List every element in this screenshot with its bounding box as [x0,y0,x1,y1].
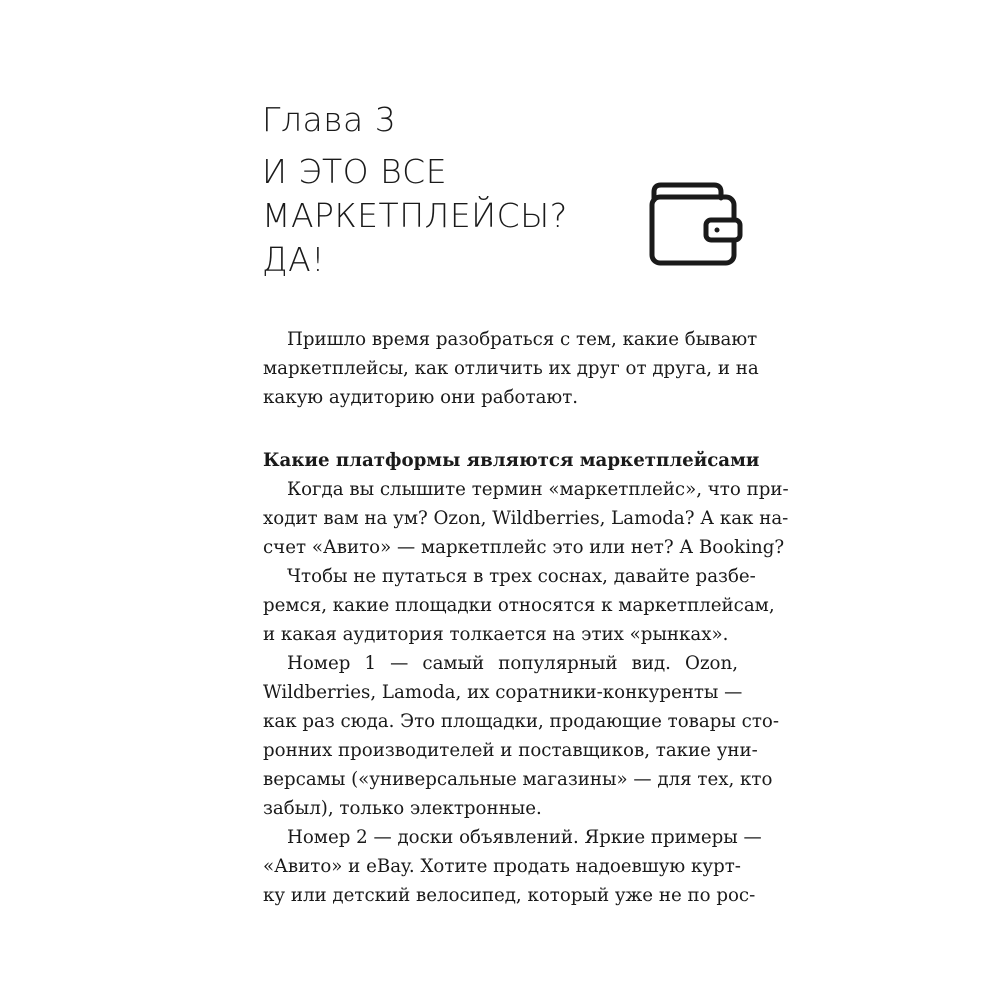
paragraph-line: ходит вам на ум? Ozon, Wildberries, Lamoda? А как на- [263,508,789,529]
paragraph-line: и какая аудитория толкается на этих «рынках». [263,624,729,645]
paragraph-line: счет «Авито» — маркетплейс это или нет? А Booking? [263,537,785,558]
chapter-label: Глава 3 [262,100,397,139]
paragraph-line: как раз сюда. Это площадки, продающие товары сто- [263,711,780,732]
paragraph-line: Номер 2 — доски объявлений. Яркие примеры — [287,827,762,848]
paragraph-line: Когда вы слышите термин «маркетплейс», что при- [287,479,789,500]
chapter-title-line: МАРКЕТПЛЕЙСЫ? [262,196,568,235]
wallet-icon [646,180,746,268]
chapter-title [262,150,568,282]
paragraph-line: ронних производителей и поставщиков, такие уни- [263,740,758,761]
chapter-title-line: И ЭТО ВСЕ [262,152,448,191]
body-text [263,325,789,910]
paragraph-line: Чтобы не путаться в трех соснах, давайте разбе- [287,566,756,587]
paragraph-line: Номер 1 — самый популярный вид. Ozon, [287,653,738,674]
paragraph-line: версамы («универсальные магазины» — для тех, кто [263,769,773,790]
intro-line: маркетплейсы, как отличить их друг от друга, и на [263,358,759,379]
paragraph-line: ремся, какие площадки относятся к маркетплейсам, [263,595,775,616]
paragraph-line: Wildberries, Lamoda, их соратники-конкуренты — [263,682,743,703]
intro-line: Пришло время разобраться с тем, какие бывают [287,329,758,350]
intro-line: какую аудиторию они работают. [263,387,579,408]
paragraph-line: «Авито» и eBay. Хотите продать надоевшую курт- [263,856,741,877]
chapter-title-line: ДА! [262,240,325,279]
paragraph-line: ку или детский велосипед, который уже не по рос- [263,885,756,906]
section-heading: Какие платформы являются маркетплейсами [263,450,760,471]
paragraph-line: забыл), только электронные. [263,798,542,819]
